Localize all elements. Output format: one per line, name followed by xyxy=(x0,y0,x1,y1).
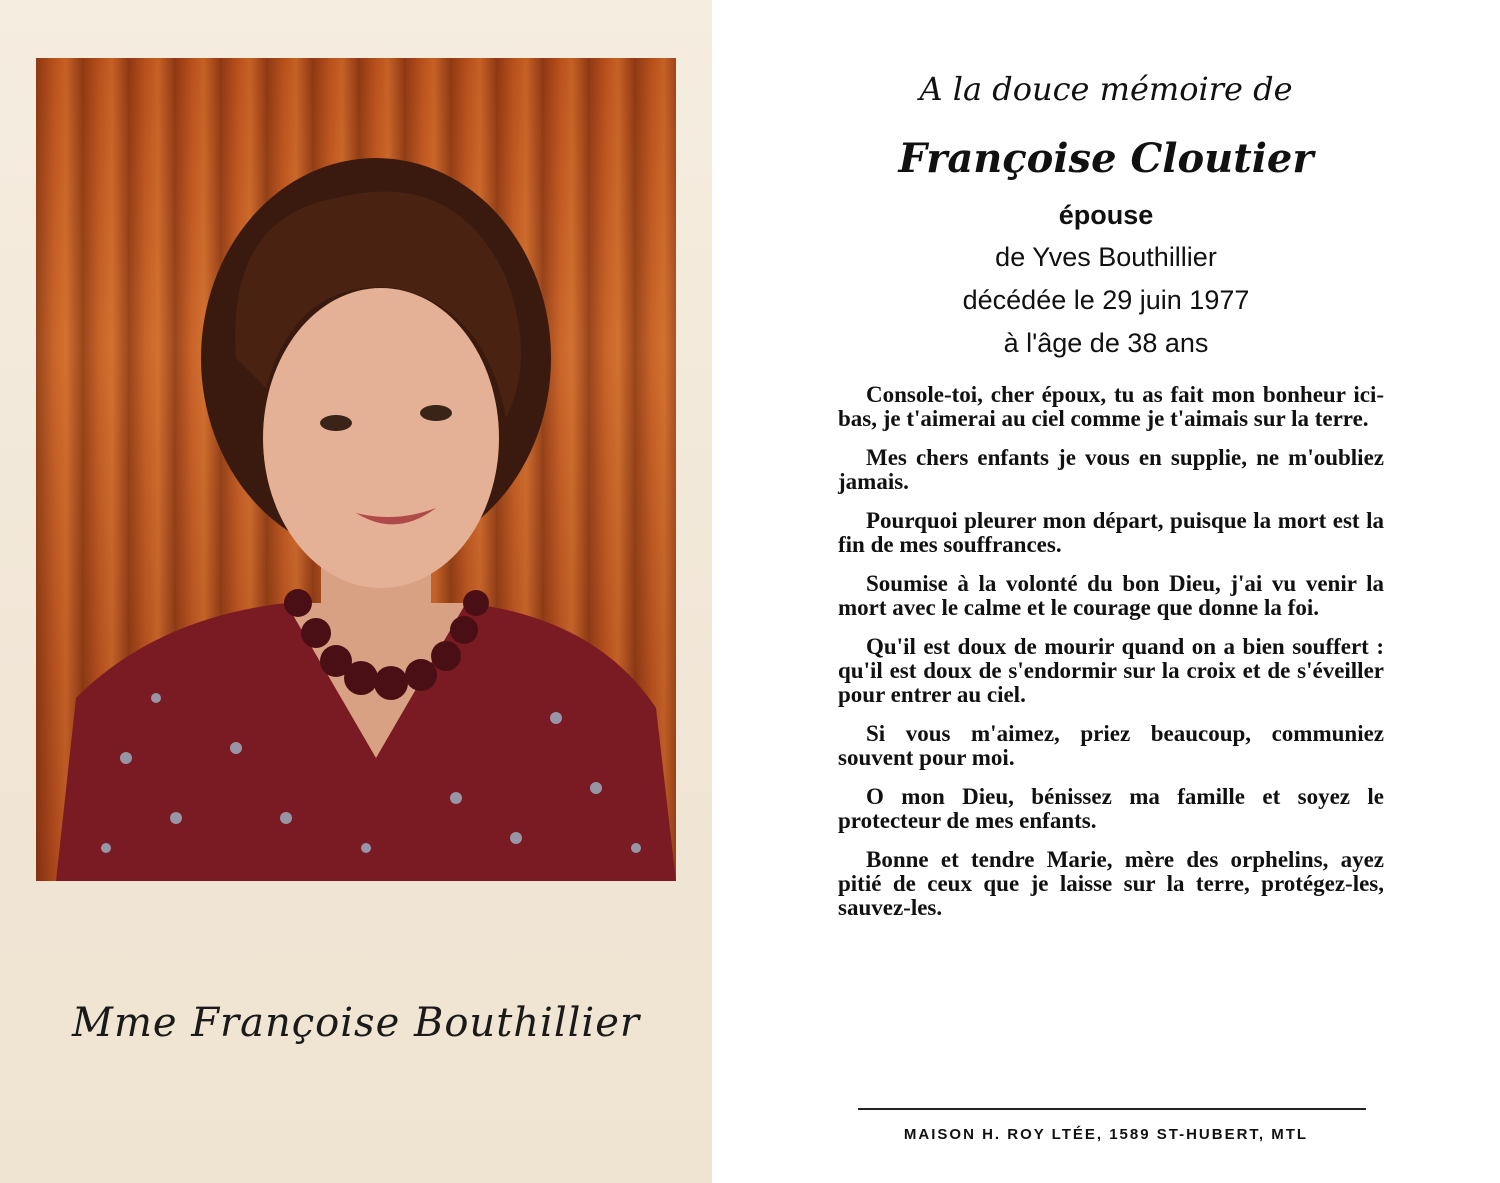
photo-caption: Mme Françoise Bouthillier xyxy=(72,1000,640,1046)
intro-line: A la douce mémoire de xyxy=(919,70,1293,108)
verse: Console-toi, cher époux, tu as fait mon bonheur ici-bas, je t'aimerai au ciel comme je t'aimais sur la terre. xyxy=(838,382,1384,431)
verse: Bonne et tendre Marie, mère des orphelins, ayez pitié de ceux que je laisse sur la terre, protégez-les, sauvez-les. xyxy=(838,847,1384,920)
verse: O mon Dieu, bénissez ma famille et soyez le protecteur de mes enfants. xyxy=(838,784,1384,833)
deceased-name: Françoise Cloutier xyxy=(898,135,1314,182)
death-date: décédée le 29 juin 1977 xyxy=(962,285,1250,315)
spouse-label: épouse xyxy=(1058,200,1154,230)
age-line: à l'âge de 38 ans xyxy=(1003,328,1209,358)
portrait-illustration xyxy=(36,58,676,881)
verse: Qu'il est doux de mourir quand on a bien souffert : qu'il est doux de s'endormir sur la croix et de s'éveiller pour entrer au ciel. xyxy=(838,634,1384,707)
spouse-name: de Yves Bouthillier xyxy=(995,242,1217,272)
verse: Soumise à la volonté du bon Dieu, j'ai vu venir la mort avec le calme et le courage que donne la foi. xyxy=(838,571,1384,620)
publisher-line: MAISON H. ROY LTÉE, 1589 ST-HUBERT, MTL xyxy=(903,1126,1309,1143)
verses-block xyxy=(838,383,1384,935)
verse: Mes chers enfants je vous en supplie, ne m'oubliez jamais. xyxy=(838,445,1384,494)
memorial-text-card xyxy=(712,0,1500,1183)
portrait-photo xyxy=(36,58,676,881)
divider-rule xyxy=(858,1108,1366,1110)
verse: Si vous m'aimez, priez beaucoup, communiez souvent pour moi. xyxy=(838,721,1384,770)
photo-card xyxy=(0,0,712,1183)
verse: Pourquoi pleurer mon départ, puisque la mort est la fin de mes souffrances. xyxy=(838,508,1384,557)
